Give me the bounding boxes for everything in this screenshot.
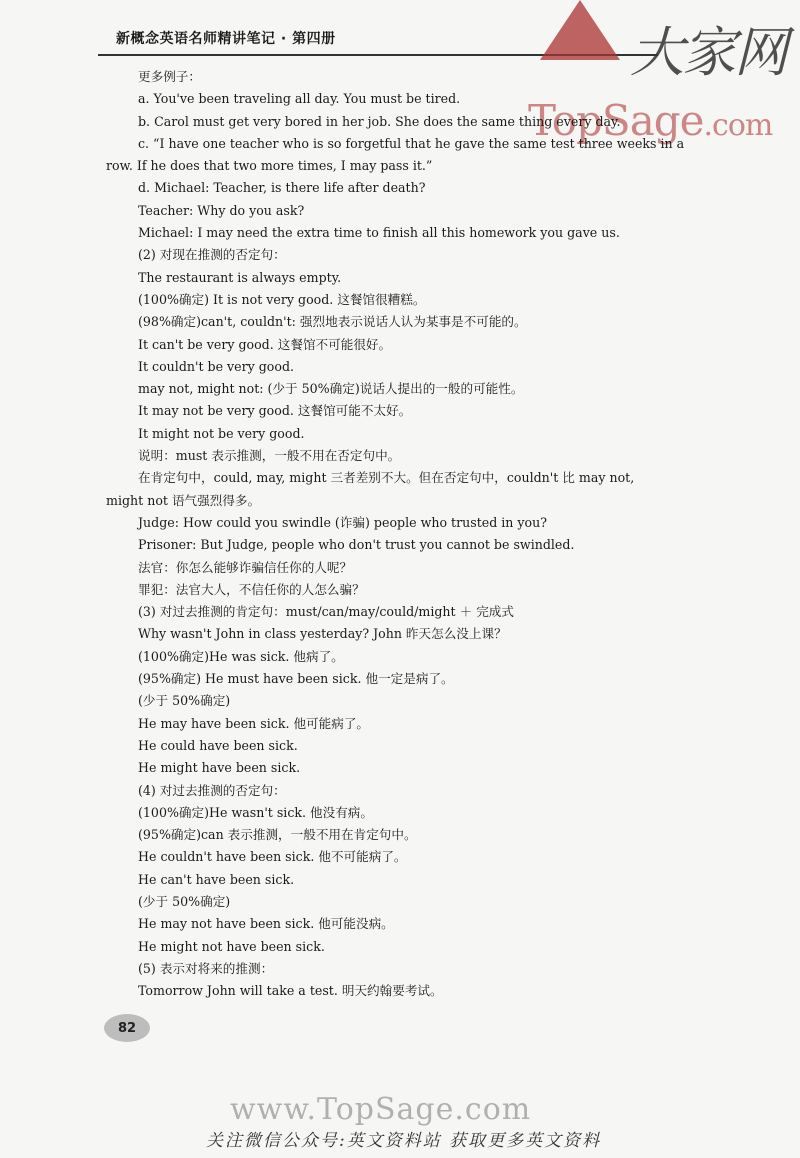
text-line: (98%确定)can't, couldn't: 强烈地表示说话人认为某事是不可能的。 bbox=[138, 314, 527, 330]
text-line: Why wasn't John in class yesterday? John 昨天怎么没上课？ bbox=[138, 626, 507, 642]
footer-watermark-url: www.TopSage.com bbox=[230, 1092, 532, 1127]
text-line: a. You've been traveling all day. You must be tired. bbox=[138, 91, 461, 107]
text-line: (4) 对过去推测的否定句： bbox=[138, 782, 286, 798]
running-header: 新概念英语名师精讲笔记 · 第四册 bbox=[116, 31, 336, 47]
text-line: It couldn't be very good. bbox=[138, 358, 295, 374]
text-line: d. Michael: Teacher, is there life after death? bbox=[138, 180, 426, 196]
text-line: might not 语气强烈得多。 bbox=[106, 492, 261, 508]
text-line: b. Carol must get very bored in her job. She does the same thing every day. bbox=[138, 113, 621, 129]
text-line: He might have been sick. bbox=[138, 760, 301, 776]
text-line: He could have been sick. bbox=[138, 737, 298, 753]
text-line: He might not have been sick. bbox=[138, 938, 325, 954]
text-line: (少于 50%确定) bbox=[138, 893, 231, 909]
text-line: (95%确定)can 表示推测，一般不用在肯定句中。 bbox=[138, 827, 417, 843]
logo-mark-icon bbox=[540, 0, 620, 60]
text-line: (100%确定) It is not very good. 这餐馆很糟糕。 bbox=[138, 291, 426, 307]
body-text bbox=[106, 66, 716, 1002]
text-line: 在肯定句中，could, may, might 三者差别不大。但在否定句中，couldn't 比 may not, bbox=[138, 470, 635, 486]
logo-url-tld: .com bbox=[703, 108, 773, 143]
text-line: c. “I have one teacher who is so forgetful that he gave the same test three weeks in a bbox=[138, 135, 685, 151]
text-line: 更多例子： bbox=[138, 69, 201, 84]
text-line: Judge: How could you swindle (诈骗) people who trusted in you? bbox=[138, 514, 547, 530]
footer-note: 关注微信公众号:英文资料站 获取更多英文资料 bbox=[206, 1131, 602, 1151]
text-line: It may not be very good. 这餐馆可能不太好。 bbox=[138, 403, 412, 419]
text-line: (3) 对过去推测的肯定句：must/can/may/could/might ＋ 完成式 bbox=[138, 604, 514, 620]
text-line: 罪犯：法官大人，不信任你的人怎么骗？ bbox=[138, 581, 365, 597]
text-line: Tomorrow John will take a test. 明天约翰要考试。 bbox=[138, 983, 443, 999]
text-line: It can't be very good. 这餐馆不可能很好。 bbox=[138, 336, 392, 352]
text-line: row. If he does that two more times, I may pass it.” bbox=[106, 158, 433, 174]
page-number: 82 bbox=[104, 1014, 150, 1042]
text-line: (2) 对现在推测的否定句： bbox=[138, 247, 286, 263]
text-line: (100%确定)He was sick. 他病了。 bbox=[138, 648, 344, 664]
text-line: (5) 表示对将来的推测： bbox=[138, 960, 274, 976]
text-line: 法官：你怎么能够诈骗信任你的人呢？ bbox=[138, 559, 353, 575]
logo-chinese-text: 大家网 bbox=[630, 21, 786, 84]
text-line: The restaurant is always empty. bbox=[138, 269, 342, 285]
text-line: He may have been sick. 他可能病了。 bbox=[138, 715, 370, 731]
logo-url-main: TopSage bbox=[528, 96, 704, 145]
text-line: (100%确定)He wasn't sick. 他没有病。 bbox=[138, 804, 373, 820]
text-line: may not, might not: (少于 50%确定)说话人提出的一般的可能性。 bbox=[138, 381, 524, 397]
text-line: 说明：must 表示推测，一般不用在否定句中。 bbox=[138, 448, 401, 464]
text-line: He couldn't have been sick. 他不可能病了。 bbox=[138, 849, 407, 865]
text-line: (95%确定) He must have been sick. 他一定是病了。 bbox=[138, 671, 454, 687]
text-line: It might not be very good. bbox=[138, 425, 305, 441]
text-line: (少于 50%确定) bbox=[138, 693, 231, 709]
text-line: He may not have been sick. 他可能没病。 bbox=[138, 916, 394, 932]
text-line: Teacher: Why do you ask? bbox=[138, 202, 305, 218]
text-line: Prisoner: But Judge, people who don't trust you cannot be swindled. bbox=[138, 537, 575, 553]
text-line: Michael: I may need the extra time to finish all this homework you gave us. bbox=[138, 225, 620, 241]
text-line: He can't have been sick. bbox=[138, 871, 295, 887]
